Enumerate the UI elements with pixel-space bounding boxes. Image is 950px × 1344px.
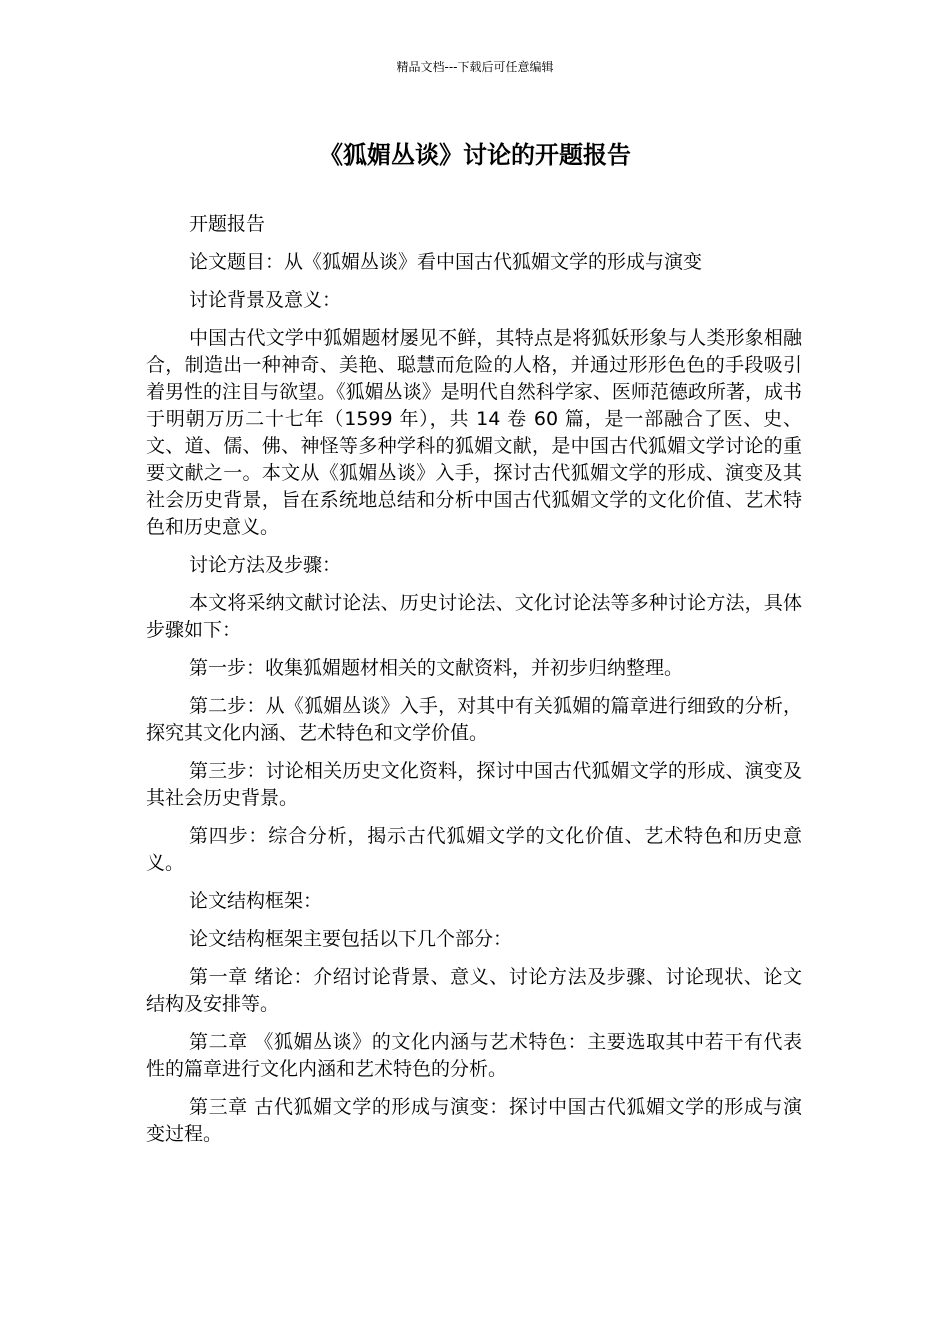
paragraph-chapter-1: 第一章 绪论：介绍讨论背景、意义、讨论方法及步骤、讨论现状、论文结构及安排等。 [146, 966, 802, 1015]
paragraph-background-heading: 讨论背景及意义： [189, 289, 342, 311]
paragraph-thesis-title: 论文题目：从《狐媚丛谈》看中国古代狐媚文学的形成与演变 [189, 251, 703, 273]
paragraph-step-4: 第四步：综合分析，揭示古代狐媚文学的文化价值、艺术特色和历史意义。 [146, 825, 802, 874]
paragraph-method-intro: 本文将采纳文献讨论法、历史讨论法、文化讨论法等多种讨论方法，具体步骤如下： [146, 592, 802, 641]
paragraph-chapter-2: 第二章 《狐媚丛谈》的文化内涵与艺术特色：主要选取其中若干有代表性的篇章进行文化内涵和艺术特色的分析。 [146, 1031, 802, 1080]
paragraph-step-2: 第二步：从《狐媚丛谈》入手，对其中有关狐媚的篇章进行细致的分析，探究其文化内涵、艺术特色和文学价值。 [146, 695, 802, 744]
paragraph-structure-intro: 论文结构框架主要包括以下几个部分： [189, 928, 513, 950]
paragraph-step-3: 第三步：讨论相关历史文化资料，探讨中国古代狐媚文学的形成、演变及其社会历史背景。 [146, 760, 802, 809]
paragraph-section-label: 开题报告 [189, 213, 266, 235]
page-header-note: 精品文档---下载后可任意编辑 [396, 60, 554, 74]
document-body [146, 211, 802, 1159]
document-title: 《狐媚丛谈》讨论的开题报告 [319, 141, 631, 169]
paragraph-chapter-3: 第三章 古代狐媚文学的形成与演变：探讨中国古代狐媚文学的形成与演变过程。 [146, 1096, 802, 1145]
paragraph-structure-heading: 论文结构框架： [189, 890, 323, 912]
paragraph-step-1: 第一步：收集狐媚题材相关的文献资料，并初步归纳整理。 [189, 657, 684, 679]
paragraph-background-body: 中国古代文学中狐媚题材屡见不鲜，其特点是将狐妖形象与人类形象相融合，制造出一种神奇、美艳、聪慧而危险的人格，并通过形形色色的手段吸引着男性的注目与欲望。《狐媚丛谈》是明代自然科学家、医师范德政所著，成书于明朝万历二十七年（1599 年），共 14 卷 60 篇，是一部融合了医、史、文、道、儒、佛、神怪等多种学科的狐媚文献，是中国古代狐媚文学讨论的重要文献之一。本文从《狐媚丛谈》入手，探讨古代狐媚文学的形成、演变及其社会历史背景，旨在系统地总结和分析中国古代狐媚文学的文化价值、艺术特色和历史意义。 [146, 327, 802, 538]
paragraph-method-heading: 讨论方法及步骤： [189, 554, 342, 576]
